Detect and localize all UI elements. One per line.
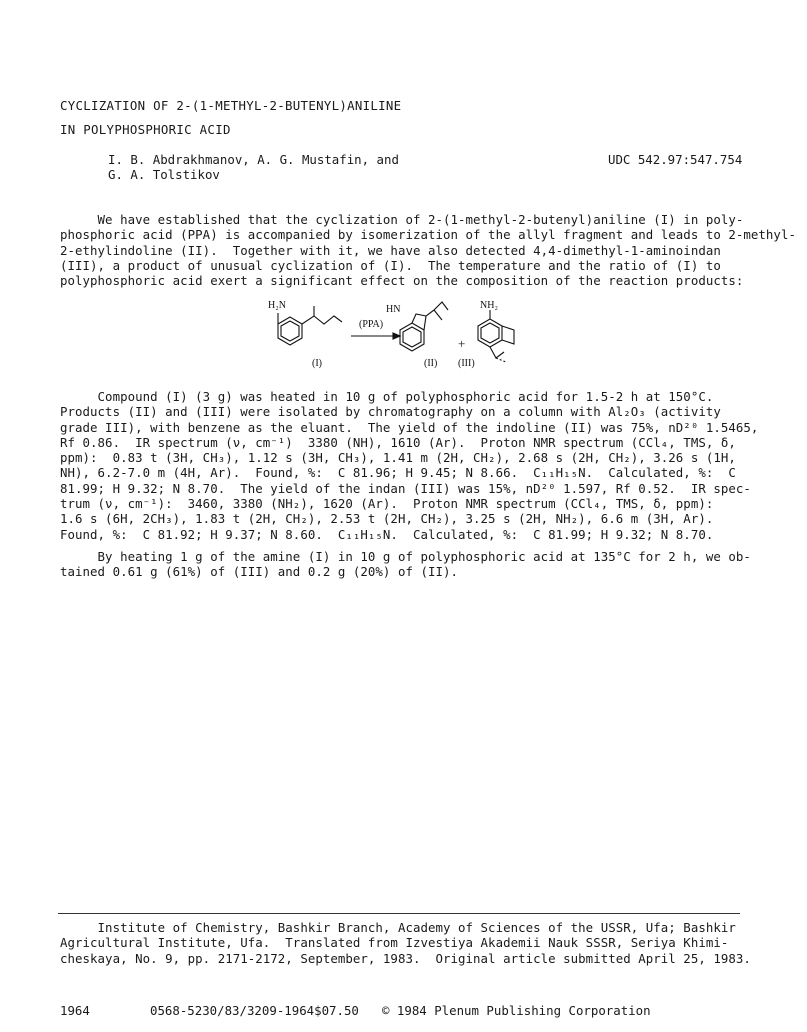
authors-line-1: I. B. Abdrakhmanov, A. G. Mustafin, and: [108, 152, 399, 167]
experimental-line: ppm): 0.83 t (3H, CH₃), 1.12 s (3H, CH₃), 1.41 m (2H, CH₂), 2.68 s (2H, CH₂), 3.26 s (1H,: [60, 450, 736, 466]
plus-sign: +: [458, 336, 466, 351]
compound-label-3: (III): [458, 358, 475, 369]
footnote: [60, 920, 751, 966]
reagent-label: (PPA): [359, 319, 384, 330]
article-code: 0568-5230/83/3209-1964$07.50: [150, 1003, 359, 1018]
experimental-line: Found, %: C 81.92; H 9.37; N 8.60. C₁₁H₁₅N. Calculated, %: C 81.99; H 9.32; N 8.70.: [60, 526, 714, 542]
heating-line: tained 0.61 g (61%) of (III) and 0.2 g (20%) of (II).: [60, 564, 459, 580]
footnote-line: cheskaya, No. 9, pp. 2171-2172, September, 1983. Original article submitted April 25, 1983.: [60, 950, 751, 966]
intro-line: We have established that the cyclization of 2-(1-methyl-2-butenyl)aniline (I) in poly-: [60, 212, 744, 227]
benzene-ring-compound-1: [278, 317, 302, 345]
authors-line-2: G. A. Tolstikov: [108, 167, 220, 182]
amine-label-3: NH₂: [480, 300, 498, 311]
indan-ring-compound-3: [478, 310, 514, 362]
butenyl-chain: [302, 316, 342, 324]
heating-line: By heating 1 g of the amine (I) in 10 g of polyphosphoric acid at 135°C for 2 h, we ob-: [60, 549, 751, 564]
experimental-line: Products (II) and (III) were isolated by chromatography on a column with Al₂O₃ (activity: [60, 404, 721, 420]
intro-line: 2-ethylindoline (II). Together with it, we have also detected 4,4-dimethyl-1-aminoindan: [60, 242, 721, 258]
intro-line: phosphoric acid (PPA) is accompanied by isomerization of the allyl fragment and leads to 2-methyl-: [60, 227, 796, 243]
compound-label-2: (II): [424, 358, 438, 369]
experimental-line: grade III), with benzene as the eluant. The yield of the indoline (II) was 75%, nD²⁰ 1.5465,: [60, 419, 759, 435]
compound-label-1: (I): [312, 358, 322, 369]
article-title-line-2: IN POLYPHOSPHORIC ACID: [60, 122, 231, 137]
udc-code: UDC 542.97:547.754: [608, 152, 743, 167]
article-title-line-1: CYCLIZATION OF 2-(1-METHYL-2-BUTENYL)ANILINE: [60, 98, 402, 113]
copyright: © 1984 Plenum Publishing Corporation: [382, 1003, 651, 1018]
intro-line: (III), a product of unusual cyclization of (I). The temperature and the ratio of (I) to: [60, 257, 721, 273]
experimental-line: Compound (I) (3 g) was heated in 10 g of polyphosphoric acid for 1.5-2 h at 150°C.: [60, 389, 714, 404]
footnote-line: Institute of Chemistry, Bashkir Branch, Academy of Sciences of the USSR, Ufa; Bashkir: [60, 920, 736, 935]
experimental-line: NH), 6.2-7.0 m (4H, Ar). Found, %: C 81.96; H 9.45; N 8.66. C₁₁H₁₅N. Calculated, %: C: [60, 465, 736, 481]
indoline-ring-compound-2: [400, 302, 448, 351]
experimental-paragraph: [60, 389, 759, 542]
amine-label-1: H₂N: [268, 300, 286, 311]
intro-line: polyphosphoric acid exert a significant effect on the composition of the reaction products:: [60, 273, 744, 289]
heating-paragraph: [60, 549, 751, 580]
experimental-line: 81.99; H 9.32; N 8.70. The yield of the indan (III) was 15%, nD²⁰ 1.597, Rf 0.52. IR spec-: [60, 480, 751, 496]
amine-label-2: HN: [386, 304, 401, 315]
intro-paragraph: [60, 212, 796, 289]
experimental-line: 1.6 s (6H, 2CH₃), 1.83 t (2H, CH₂), 2.53 t (2H, CH₂), 3.25 s (2H, NH₂), 6.6 m (3H, Ar).: [60, 511, 714, 527]
experimental-line: Rf 0.86. IR spectrum (ν, cm⁻¹) 3380 (NH), 1610 (Ar). Proton NMR spectrum (CCl₄, TMS, δ,: [60, 434, 736, 450]
arrowhead: [393, 333, 400, 339]
footnote-line: Agricultural Institute, Ufa. Translated from Izvestiya Akademii Nauk SSSR, Seriya Khimi-: [60, 935, 729, 951]
reaction-scheme: [258, 296, 538, 374]
experimental-line: trum (ν, cm⁻¹): 3460, 3380 (NH₂), 1620 (Ar). Proton NMR spectrum (CCl₄, TMS, δ, ppm):: [60, 496, 714, 512]
page-number: 1964: [60, 1003, 90, 1018]
footnote-rule: [58, 913, 740, 914]
